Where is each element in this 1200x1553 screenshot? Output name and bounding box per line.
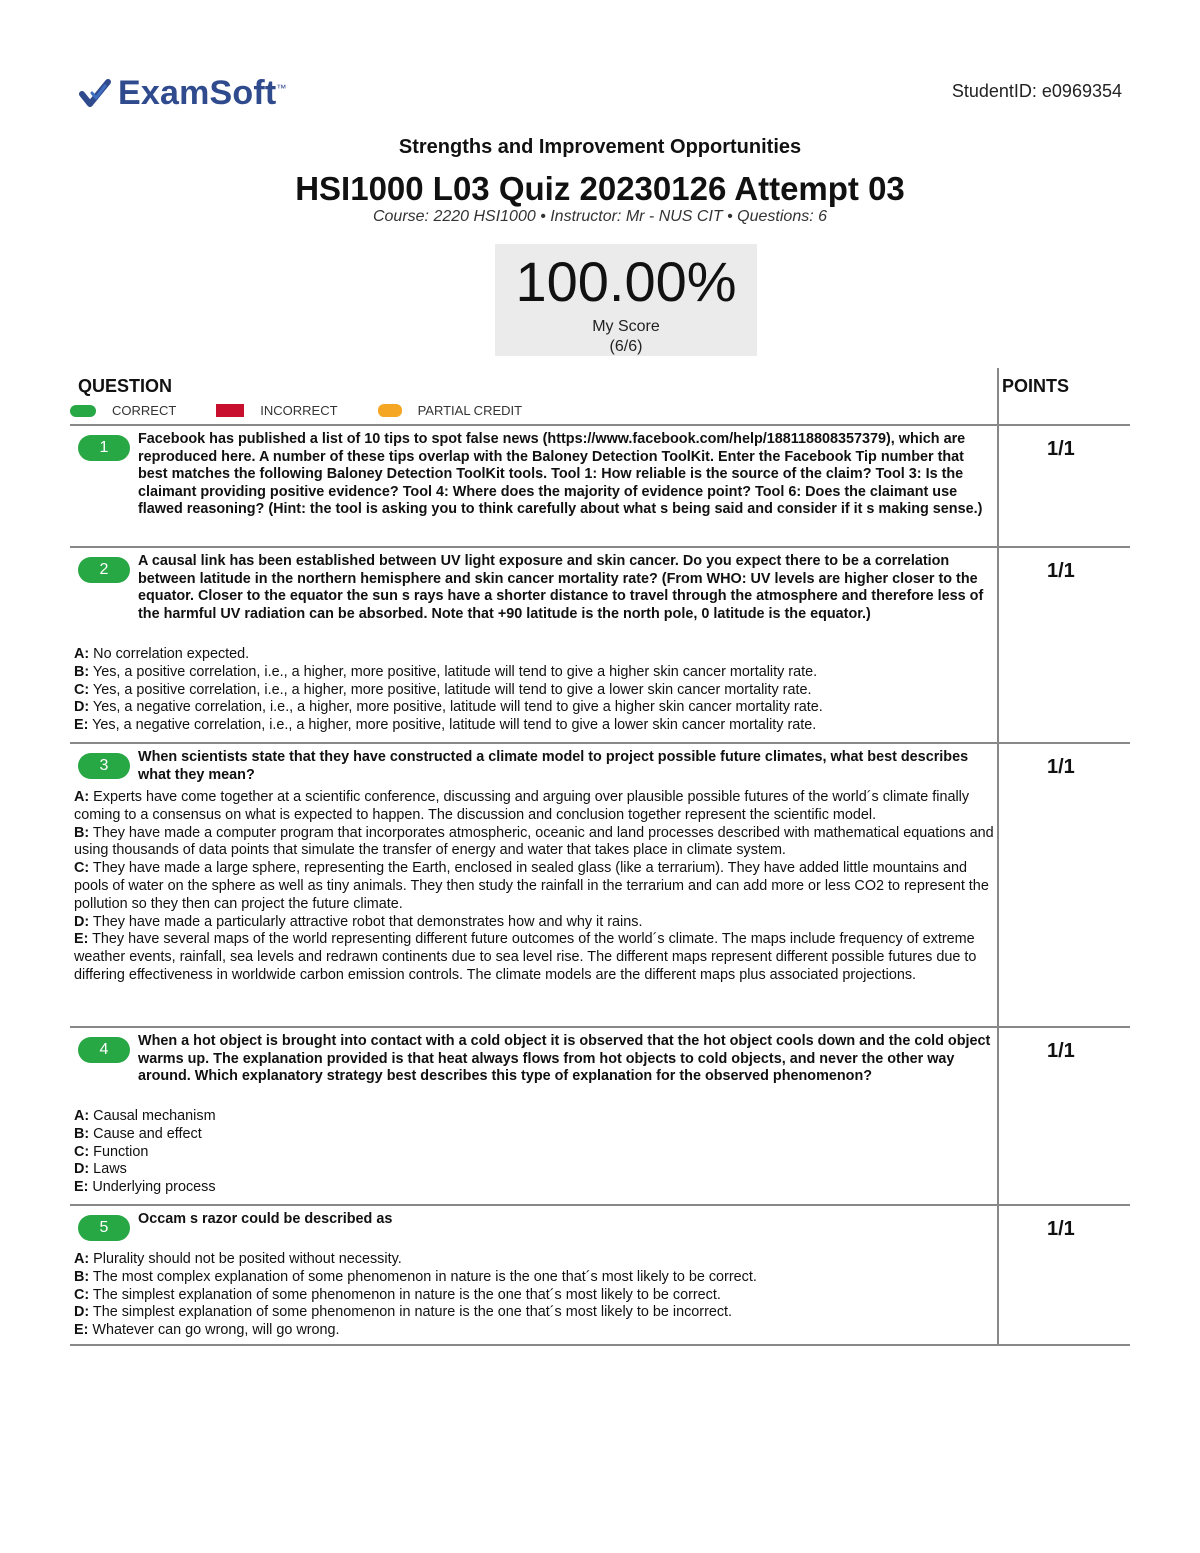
course-meta: Course: 2220 HSI1000 • Instructor: Mr - NUS CIT • Questions: 6 — [372, 208, 828, 225]
option-text: Experts have come together at a scientific conference, discussing and arguing over plausible possible futures of the world´s climate finally coming to a consensus on what is expected to happen. The discussion and conclusion together represent the scientific model. — [74, 789, 970, 823]
question-number-badge: 3 — [78, 753, 130, 779]
question-text: Occam s razor could be described as — [138, 1211, 393, 1227]
question-text: When a hot object is brought into contact with a cold object it is observed that the hot object cools down and the cold object warms up. The explanation provided is that heat always flows from hot objects to cold objects, and never the other way around. Which explanatory strategy best describes this type of explanation for the observed phenomenon? — [138, 1033, 991, 1085]
partial-swatch-icon — [378, 404, 402, 417]
report-heading: Strengths and Improvement Opportunities — [398, 136, 802, 158]
table-header — [70, 368, 1130, 426]
option-key: D: — [74, 1304, 90, 1321]
question-text: Facebook has published a list of 10 tips to spot false news (https://www.facebook.com/help/188118808357379), which are reproduced here. A number of these tips overlap with the Baloney Detection ToolKit. Enter the Facebook Tip number that best matches the following Baloney Detection ToolKit tools. Tool 1: How reliable is the source of the claim? Tool 3: Is the claimant providing positive evidence? Tool 4: Where does the majority of evidence point? Tool 6: Does the claimant use flawed reasoning? (Hint: the tool is asking you to think carefully about what s being said and consider if it s making sense.) — [138, 431, 983, 518]
option-key: E: — [74, 931, 89, 948]
checkmark-logo-icon — [78, 77, 112, 111]
answer-option — [74, 931, 994, 984]
option-key: A: — [74, 789, 90, 805]
legend-correct-label: CORRECT — [112, 403, 177, 418]
question-number-badge: 2 — [78, 557, 130, 583]
legend-correct — [70, 403, 176, 418]
option-text: The simplest explanation of some phenomenon in nature is the one that´s most likely to be incorrect. — [89, 1304, 733, 1321]
option-text: The most complex explanation of some phenomenon in nature is the one that´s most likely to be correct. — [89, 1268, 757, 1285]
question-text: A causal link has been established between UV light exposure and skin cancer. Do you expect there to be a correlation between latitude in the northern hemisphere and skin cancer mortality rate? (From WHO: UV levels are higher closer to the equator. Closer to the equator the sun s rays have a shorter distance to travel through the atmosphere and therefore less of the harmful UV radiation can be absorbed. Note that +90 latitude is the north pole, 0 latitude is the equator.) — [138, 553, 984, 622]
student-id: StudentID: e0969354 — [951, 81, 1122, 101]
option-text: Causal mechanism — [89, 1108, 216, 1124]
question-points: 1/1 — [1047, 756, 1075, 778]
answer-option — [74, 717, 994, 735]
option-key: C: — [74, 860, 90, 877]
option-text: Yes, a negative correlation, i.e., a higher, more positive, latitude will tend to give a lower skin cancer mortality rate. — [88, 717, 817, 734]
answer-option — [74, 682, 994, 700]
examsoft-logo: ExamSoft™ — [78, 74, 287, 113]
question-points: 1/1 — [1047, 438, 1075, 460]
question-points: 1/1 — [1047, 560, 1075, 582]
answer-option — [74, 1108, 994, 1126]
answer-option — [74, 1322, 994, 1340]
option-text: Whatever can go wrong, will go wrong. — [88, 1322, 340, 1339]
option-text: They have made a large sphere, representing the Earth, enclosed in sealed glass (like a terrarium). They have added little mountains and pools of water on the sphere as well as tiny animals. They then study the rainfall in the terrarium and can add more or less CO2 to represent the pollution so they then can project the future climate. — [74, 860, 989, 912]
option-key: D: — [74, 699, 90, 716]
option-key: E: — [74, 717, 89, 734]
correct-swatch-icon — [70, 405, 96, 417]
answer-option — [74, 1161, 994, 1179]
legend-incorrect-label: INCORRECT — [260, 403, 338, 418]
question-row — [70, 1206, 1130, 1346]
answer-option — [74, 1269, 994, 1287]
quiz-title: HSI1000 L03 Quiz 20230126 Attempt 03 — [295, 170, 905, 207]
option-key: E: — [74, 1179, 89, 1196]
option-key: E: — [74, 1322, 89, 1339]
score-box — [495, 244, 757, 356]
answer-option — [74, 1304, 994, 1322]
answer-option — [74, 1179, 994, 1197]
option-text: Function — [89, 1143, 149, 1160]
option-text: No correlation expected. — [89, 646, 250, 662]
answer-options — [74, 646, 994, 735]
score-fraction: (6/6) — [609, 338, 643, 355]
option-text: Cause and effect — [89, 1125, 202, 1142]
option-key: C: — [74, 681, 90, 698]
answer-options — [74, 1251, 994, 1340]
option-text: Yes, a positive correlation, i.e., a higher, more positive, latitude will tend to give a lower skin cancer mortality rate. — [89, 681, 812, 698]
results-table — [70, 368, 1130, 1346]
option-text: Plurality should not be posited without necessity. — [89, 1251, 402, 1267]
question-row — [70, 744, 1130, 1028]
option-key: A: — [74, 646, 90, 662]
answer-option — [74, 646, 994, 664]
answer-options — [74, 789, 994, 985]
option-text: Yes, a positive correlation, i.e., a higher, more positive, latitude will tend to give a higher skin cancer mortality rate. — [89, 663, 818, 680]
question-text: When scientists state that they have constructed a climate model to project possible future climates, what best describes what they mean? — [138, 749, 969, 783]
question-number-badge: 1 — [78, 435, 130, 461]
answer-option — [74, 1126, 994, 1144]
legend-partial — [378, 403, 523, 418]
option-key: A: — [74, 1251, 90, 1267]
question-number-badge: 5 — [78, 1215, 130, 1241]
option-text: They have made a particularly attractive robot that demonstrates how and why it rains. — [89, 913, 643, 930]
option-key: A: — [74, 1108, 90, 1124]
legend — [70, 403, 562, 418]
question-number-badge: 4 — [78, 1037, 130, 1063]
option-key: D: — [74, 913, 90, 930]
answer-option — [74, 664, 994, 682]
answer-option — [74, 860, 994, 913]
option-key: C: — [74, 1286, 90, 1303]
option-text: They have several maps of the world representing different future outcomes of the world´s climate. The maps include frequency of extreme weather events, rainfall, sea levels and redrawn continents due to sea level rise. The different maps represent different possible futures due to differing effectiveness in worldwide carbon emission controls. The climate models are the different maps plus associated projections. — [74, 931, 977, 983]
answer-option — [74, 699, 994, 717]
question-row — [70, 1028, 1130, 1206]
question-row — [70, 548, 1130, 744]
option-text: Laws — [89, 1161, 127, 1178]
option-text: Yes, a negative correlation, i.e., a higher, more positive, latitude will tend to give a higher skin cancer mortality rate. — [89, 699, 823, 716]
question-column-header: QUESTION — [78, 376, 173, 396]
points-column-header: POINTS — [1002, 376, 1070, 396]
option-text: The simplest explanation of some phenomenon in nature is the one that´s most likely to be correct. — [89, 1286, 721, 1303]
option-text: They have made a computer program that incorporates atmospheric, oceanic and land processes described with mathematical equations and using thousands of data points that simulate the transfer of energy and water that takes place in climate system. — [74, 824, 994, 859]
question-points: 1/1 — [1047, 1040, 1075, 1062]
score-label: My Score — [592, 318, 660, 335]
option-key: D: — [74, 1161, 90, 1178]
answer-option — [74, 1251, 994, 1269]
option-key: C: — [74, 1143, 90, 1160]
answer-option — [74, 1287, 994, 1305]
option-key: B: — [74, 824, 90, 841]
legend-partial-label: PARTIAL CREDIT — [417, 403, 523, 418]
question-row — [70, 426, 1130, 548]
question-points: 1/1 — [1047, 1218, 1075, 1240]
option-key: B: — [74, 1268, 90, 1285]
answer-option — [74, 1144, 994, 1162]
answer-option — [74, 789, 994, 825]
incorrect-swatch-icon — [216, 404, 244, 417]
legend-incorrect — [216, 403, 337, 418]
answer-option — [74, 914, 994, 932]
score-value: 100.00% — [515, 250, 737, 313]
option-key: B: — [74, 663, 90, 680]
answer-option — [74, 825, 994, 861]
answer-options — [74, 1108, 994, 1197]
option-key: B: — [74, 1125, 90, 1142]
option-text: Underlying process — [88, 1179, 216, 1196]
brand-name: ExamSoft — [118, 74, 277, 112]
